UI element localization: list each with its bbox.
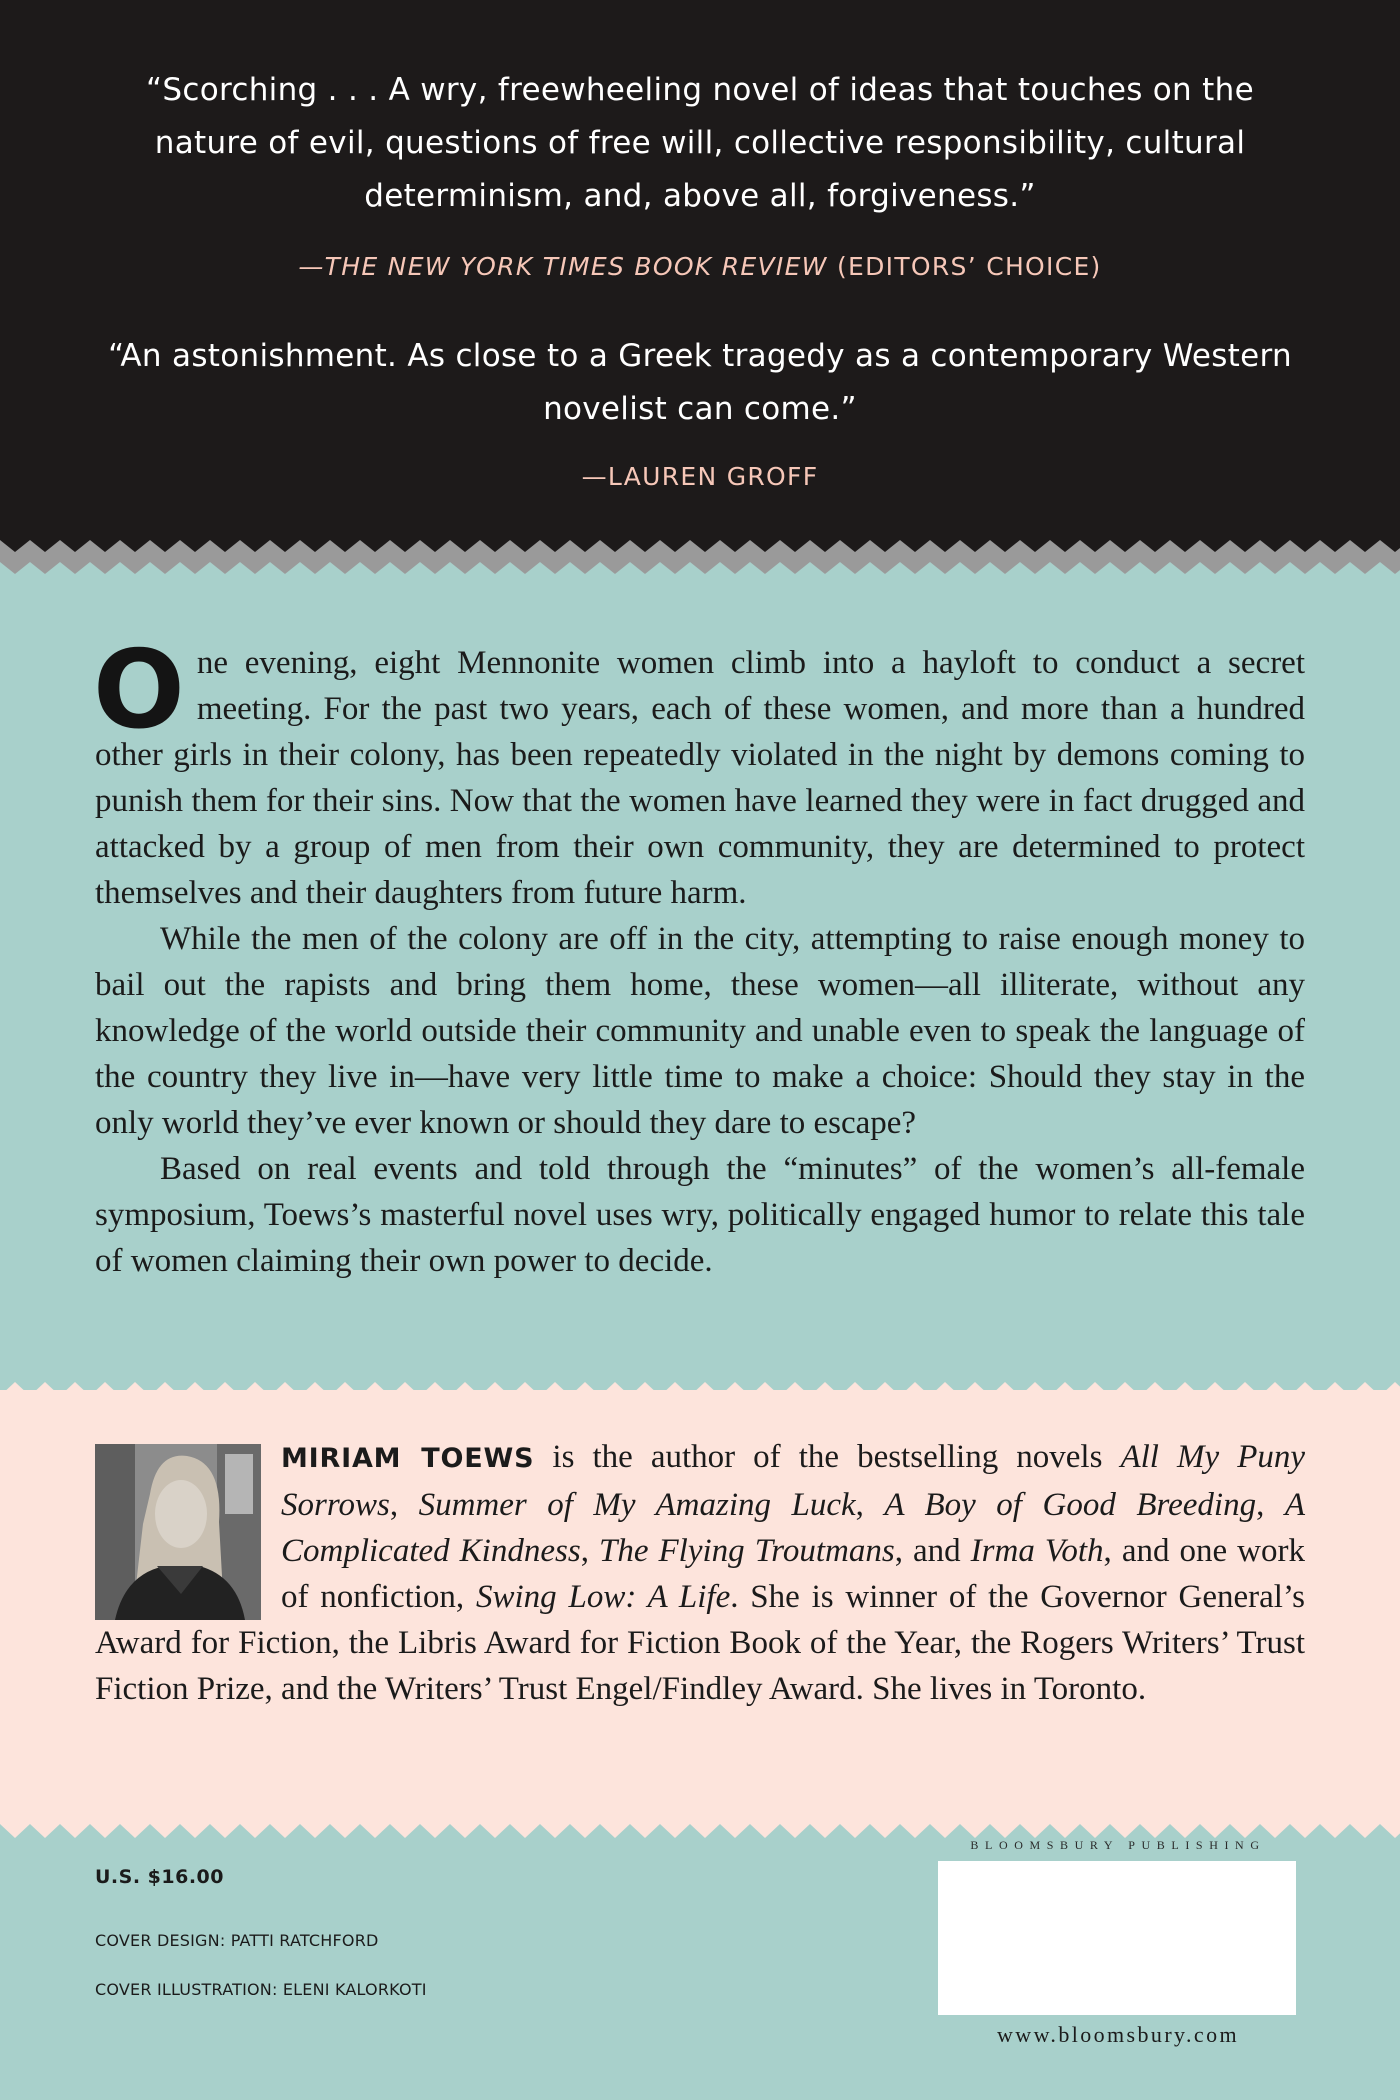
bio-text: is the author of the bestselling novels — [534, 1439, 1121, 1475]
attribution-source: —THE NEW YORK TIMES BOOK REVIEW — [298, 252, 828, 281]
synopsis — [93, 628, 1305, 1284]
bio-text: . She is winner of the Governor General’s Award for Fiction, the Libris Award for Fiction Book of the Year, the Rogers Writers’ Trust Fiction Prize, and the Writers’ Trust Engel/Findley Award. She lives in Toronto. — [95, 1579, 1305, 1707]
bio-separator: , — [1256, 1487, 1285, 1523]
quote-attribution-groff: —LAUREN GROFF — [581, 462, 819, 491]
drop-cap: O — [93, 628, 185, 753]
publisher-name: BLOOMSBURY PUBLISHING — [970, 1838, 1266, 1852]
novel-title: Irma Voth — [970, 1533, 1104, 1569]
publisher-website: www.bloomsbury.com — [997, 2022, 1239, 2047]
price: U.S. $16.00 — [95, 1866, 224, 1888]
author-name: MIRIAM TOEWS — [281, 1443, 535, 1474]
bio-separator: , — [855, 1487, 885, 1523]
author-bio — [95, 1434, 1305, 1712]
quote-nyt: “Scorching . . . A wry, freewheeling novel of ideas that touches on the nature of evil, questions of free will, collective responsibility, cultural determinism, and, above all, forgiveness.” — [146, 72, 1254, 214]
barcode-area — [938, 1861, 1296, 2015]
synopsis-paragraph-3: Based on real events and told through the “minutes” of the women’s all-female symposium, Toews’s masterful novel uses wry, politically engaged humor to relate this tale of women claiming their own power to decide. — [95, 1151, 1305, 1279]
endorsements-section — [0, 0, 1400, 540]
synopsis-paragraph-1-text: ne evening, eight Mennonite women climb into a hayloft to conduct a secret meeting. For the past two years, each of these women, and more than a hundred other girls in their colony, has been repeatedly violated in the night by demons coming to punish them for their sins. Now that the women have learned they were in fact drugged and attacked by a group of men from their own community, they are determined to protect themselves and their daughters from future harm. — [95, 645, 1305, 911]
attribution-note: (EDITORS’ CHOICE) — [827, 252, 1102, 281]
novel-title: The Flying Troutmans — [598, 1533, 895, 1569]
quote-groff: “An astonishment. As close to a Greek tragedy as a contemporary Western novelist can come.” — [108, 338, 1292, 427]
synopsis-paragraph-1 — [93, 628, 1305, 916]
photo-spacer — [95, 1434, 281, 1618]
nonfiction-title: Swing Low: A Life — [476, 1579, 731, 1615]
bio-text: , and one work of nonfiction, — [281, 1533, 1305, 1615]
bio-separator: , and — [894, 1533, 971, 1569]
novel-title: Summer of My Amazing Luck — [418, 1487, 856, 1523]
wave-divider-top — [0, 532, 1400, 588]
cover-design-credit: COVER DESIGN: PATTI RATCHFORD — [95, 1931, 379, 1950]
synopsis-paragraph-2: While the men of the colony are off in the city, attempting to raise enough money to bail out the rapists and bring them home, these women—all illiterate, without any knowledge of the world outside their community and unable even to speak the language of the country they live in—have very little time to make a choice: Should they stay in the only world they’ve ever known or should they dare to escape? — [95, 921, 1305, 1141]
novel-title: A Complicated Kindness — [281, 1487, 1306, 1569]
novel-title: All My Puny Sorrows — [281, 1439, 1305, 1523]
novel-title: A Boy of Good Breeding — [884, 1487, 1257, 1523]
cover-illustration-credit: COVER ILLUSTRATION: ELENI KALORKOTI — [95, 1980, 427, 1999]
author-panel — [0, 1390, 1400, 1822]
bio-separator: , — [389, 1487, 419, 1523]
bio-separator: , — [580, 1533, 599, 1569]
quote-attribution-nyt — [90, 252, 1310, 281]
